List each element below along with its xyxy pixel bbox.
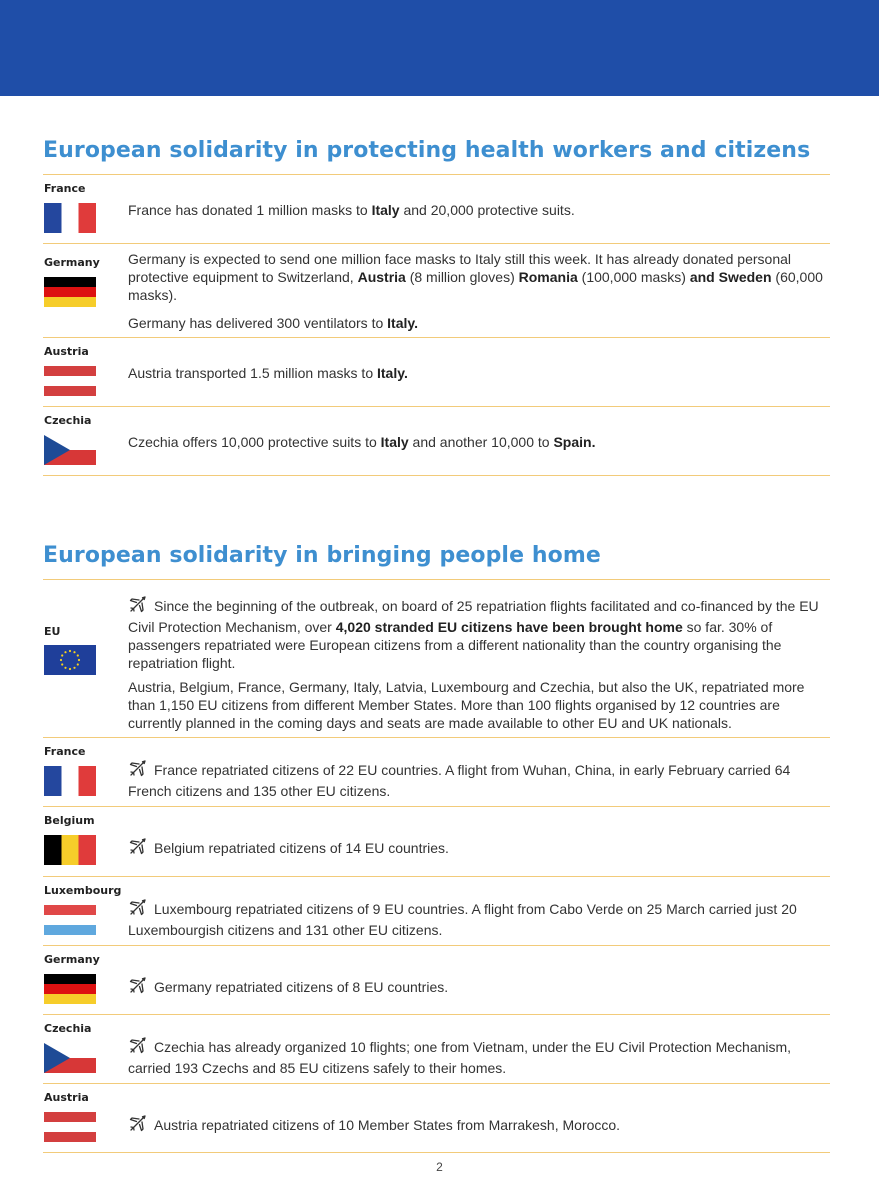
paragraph: Luxembourg repatriated citizens of 9 EU countries. A flight from Cabo Verde on 25 March carried just 20 Luxembourgish citizens and 131 other EU citizens. [128, 897, 830, 939]
paragraph: Germany has delivered 300 ventilators to Italy. [128, 315, 419, 331]
germany-flag-icon [44, 974, 96, 1004]
divider [43, 1152, 830, 1153]
section-title-home: European solidarity in bringing people home [43, 543, 601, 568]
germany-flag-icon [44, 277, 96, 307]
country-label-czechia: Czechia [44, 1022, 92, 1035]
czechia-flag-icon [44, 1043, 96, 1073]
section-title-health: European solidarity in protecting health workers and citizens [43, 138, 811, 163]
airplane-icon [128, 836, 148, 860]
bold-text: Italy. [387, 315, 419, 331]
country-label-germany: Germany [44, 256, 100, 269]
airplane-icon [128, 1035, 148, 1059]
bold-text: Italy. [377, 365, 408, 381]
country-label-eu: EU [44, 625, 61, 638]
paragraph: Czechia has already organized 10 flights; one from Vietnam, under the EU Civil Protection Mechanism, carried 193 Czechs and 85 EU citizens safely to their homes. [128, 1035, 830, 1077]
divider [43, 806, 830, 807]
paragraph: Since the beginning of the outbreak, on board of 25 repatriation flights facilitated and co-financed by the EU Civil Protection Mechanism, over 4,020 stranded EU citizens have been brought home so far. 30% of passengers repatriated were European citizens from a different nationality than the country organising the repatriation flight. [128, 594, 830, 672]
belgium-flag-icon [44, 835, 96, 865]
bold-text: Spain. [553, 434, 596, 450]
country-label-germany: Germany [44, 953, 100, 966]
country-label-austria: Austria [44, 1091, 89, 1104]
eu-flag-icon [44, 645, 96, 675]
bold-text: Italy [380, 434, 409, 450]
divider [43, 876, 830, 877]
bold-text: 4,020 stranded EU citizens have been brought home [335, 619, 683, 635]
country-label-france: France [44, 745, 86, 758]
divider [43, 406, 830, 407]
bold-text: and Sweden [689, 269, 772, 285]
divider [43, 1014, 830, 1015]
austria-flag-icon [44, 366, 96, 396]
divider [43, 579, 830, 580]
paragraph: Germany is expected to send one million face masks to Italy still this week. It has already donated personal protective equipment to Switzerland, Austria (8 million gloves) Romania (100,000 masks) and Sweden (60,000 masks). [128, 251, 823, 303]
country-label-belgium: Belgium [44, 814, 95, 827]
divider [43, 945, 830, 946]
paragraph: Germany repatriated citizens of 8 EU countries. [128, 975, 830, 999]
france-flag-icon [44, 203, 96, 233]
divider [43, 174, 830, 175]
luxembourg-flag-icon [44, 905, 96, 935]
page-number: 2 [436, 1160, 443, 1174]
country-label-luxembourg: Luxembourg [44, 884, 122, 897]
paragraph: Austria, Belgium, France, Germany, Italy, Latvia, Luxembourg and Czechia, but also the UK, repatriated more than 1,150 EU citizens from different Member States. More than 100 flights organised by 12 countries are currently planned in the coming days and seats are made available to other EU and UK nationals. [128, 679, 805, 731]
divider [43, 337, 830, 338]
country-label-austria: Austria [44, 345, 89, 358]
country-label-czechia: Czechia [44, 414, 92, 427]
paragraph: Austria repatriated citizens of 10 Member States from Marrakesh, Morocco. [128, 1113, 830, 1137]
airplane-icon [128, 1113, 148, 1137]
divider [43, 1083, 830, 1084]
divider [43, 737, 830, 738]
paragraph: Austria transported 1.5 million masks to Italy. [128, 365, 408, 381]
airplane-icon [128, 758, 148, 782]
paragraph: Czechia offers 10,000 protective suits to Italy and another 10,000 to Spain. [128, 434, 596, 450]
bold-text: Italy [371, 202, 400, 218]
paragraph: France has donated 1 million masks to Italy and 20,000 protective suits. [128, 202, 575, 218]
divider [43, 475, 830, 476]
divider [43, 243, 830, 244]
austria-flag-icon [44, 1112, 96, 1142]
bold-text: Austria [357, 269, 406, 285]
bold-text: Romania [518, 269, 578, 285]
paragraph: Belgium repatriated citizens of 14 EU countries. [128, 836, 830, 860]
airplane-icon [128, 897, 148, 921]
france-flag-icon [44, 766, 96, 796]
country-label-france: France [44, 182, 86, 195]
airplane-icon [128, 975, 148, 999]
airplane-icon [128, 594, 148, 618]
paragraph: France repatriated citizens of 22 EU countries. A flight from Wuhan, China, in early February carried 64 French citizens and 135 other EU citizens. [128, 758, 830, 800]
czechia-flag-icon [44, 435, 96, 465]
top-banner [0, 0, 879, 96]
